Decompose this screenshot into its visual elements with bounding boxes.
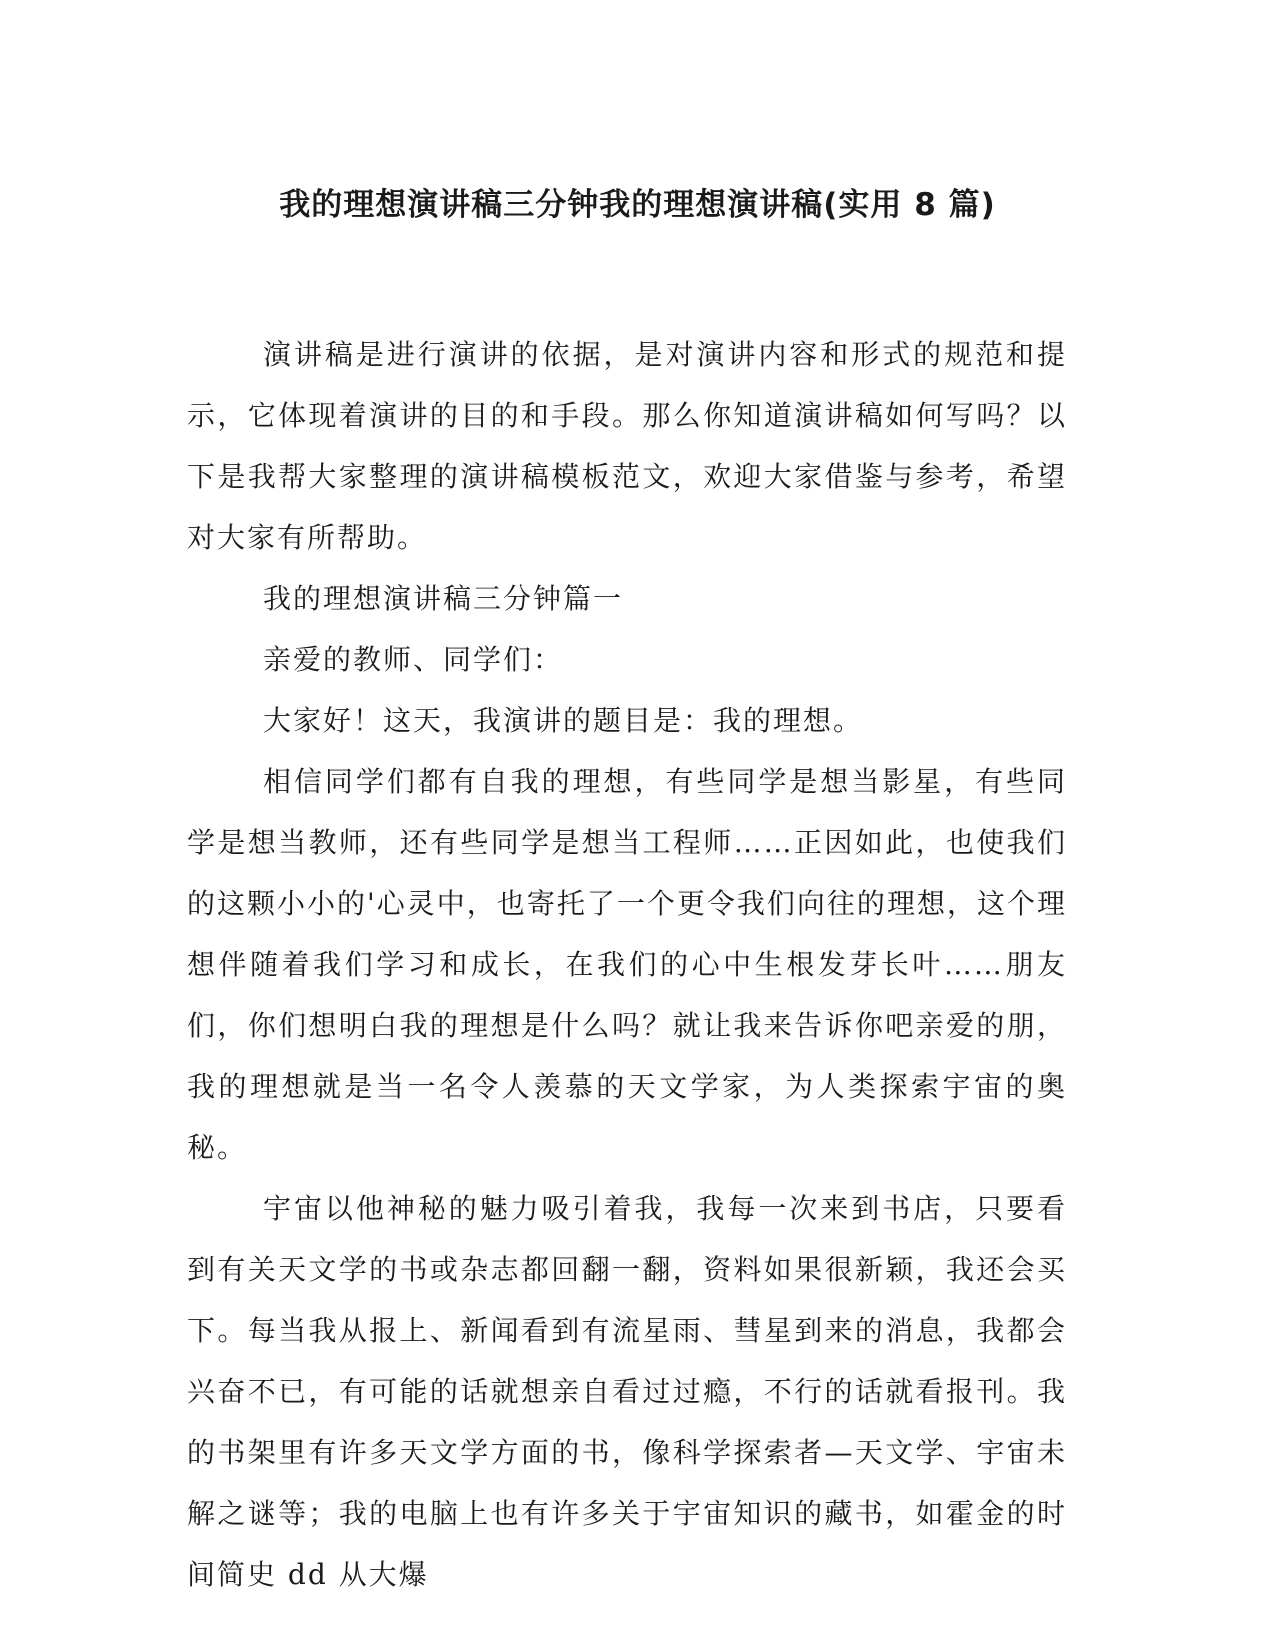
section-heading: 我的理想演讲稿三分钟篇一 bbox=[263, 582, 624, 615]
salutation: 亲爱的教师、同学们： bbox=[263, 643, 564, 676]
document-title: 我的理想演讲稿三分钟我的理想演讲稿(实用 8 篇) bbox=[279, 187, 996, 223]
body-paragraph: 相信同学们都有自我的理想，有些同学是想当影星，有些同学是想当教师，还有些同学是想当工程师……正因如此，也使我们的这颗小小的'心灵中，也寄托了一个更令我们向往的理想，这个理想伴随着我们学习和成长，在我们的心中生根发芽长叶……朋友们，你们想明白我的理想是什么吗？就让我来告诉你吧亲爱的朋，我的理想就是当一名令人羡慕的天文学家，为人类探索宇宙的奥秘。 bbox=[187, 765, 1067, 1164]
greeting-paragraph: 大家好！这天，我演讲的题目是：我的理想。 bbox=[263, 704, 864, 737]
document-body bbox=[187, 324, 1067, 1605]
body-paragraph: 宇宙以他神秘的魅力吸引着我，我每一次来到书店，只要看到有关天文学的书或杂志都回翻一翻，资料如果很新颖，我还会买下。每当我从报上、新闻看到有流星雨、彗星到来的消息，我都会兴奋不已，有可能的话就想亲自看过过瘾，不行的话就看报刊。我的书架里有许多天文学方面的书，像科学探索者—天文学、宇宙未解之谜等；我的电脑上也有许多关于宇宙知识的藏书，如霍金的时间简史 dd 从大爆 bbox=[187, 1192, 1067, 1591]
intro-paragraph: 演讲稿是进行演讲的依据，是对演讲内容和形式的规范和提示，它体现着演讲的目的和手段。那么你知道演讲稿如何写吗？以下是我帮大家整理的演讲稿模板范文，欢迎大家借鉴与参考，希望对大家有所帮助。 bbox=[187, 338, 1067, 554]
